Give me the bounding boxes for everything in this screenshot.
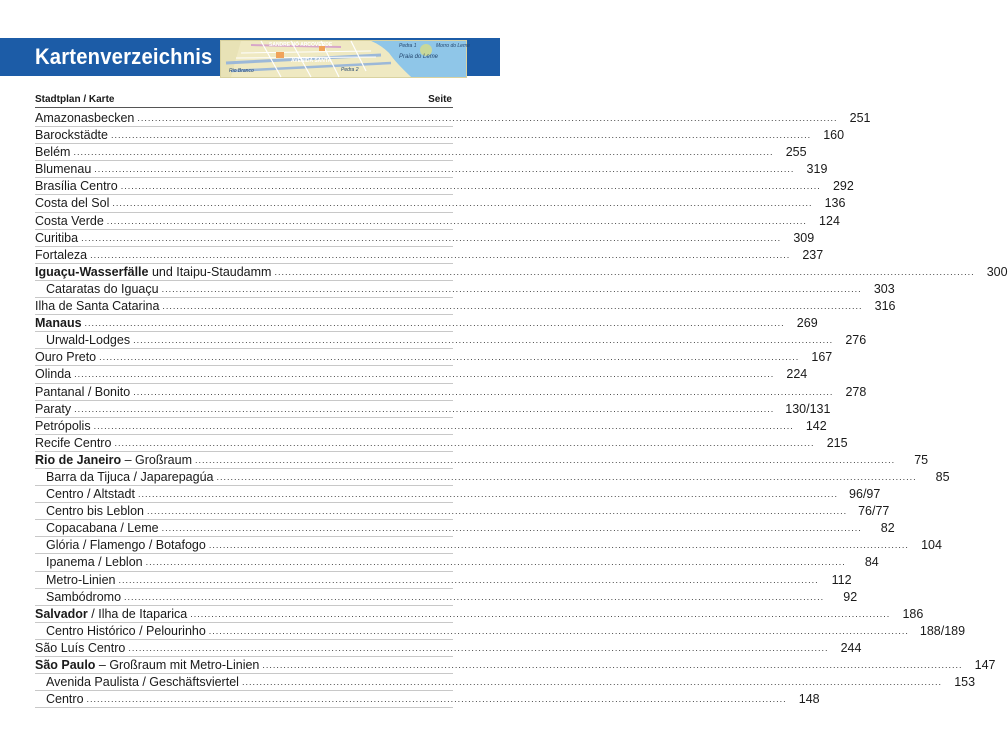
dot-leader: ........................................................................................................................................................................................................ (216, 471, 917, 482)
dot-leader: ........................................................................................................................................................................................................ (190, 608, 891, 619)
entry-title (35, 418, 91, 434)
entry-title (35, 401, 71, 417)
dot-leader: ........................................................................................................................................................................................................ (114, 437, 815, 448)
entry-page-number: 251 (849, 111, 871, 125)
index-entry (35, 195, 846, 212)
entry-title-text: Brasília Centro (35, 179, 118, 194)
entry-title (35, 589, 121, 605)
entry-title-text: Belém (35, 145, 71, 160)
entry-page-number: 96/97 (849, 487, 881, 502)
entry-title (35, 161, 91, 177)
entry-title-text: Recife Centro (35, 435, 112, 450)
entry-page-number: 136 (824, 196, 846, 211)
dot-leader: ........................................................................................................................................................................................................ (90, 249, 791, 260)
header-rule (35, 107, 453, 108)
dot-leader: ........................................................................................................................................................................................................ (137, 489, 839, 500)
dot-leader: ........................................................................................................................................................................................................ (162, 301, 863, 312)
map-label: SANDRE NÓ ARCOVERDE (269, 42, 333, 48)
entry-title-text: Barra da Tijuca / Japarepagúa (46, 469, 214, 484)
entry-title-text: – Großraum mit Metro-Linien (95, 658, 260, 672)
entry-title-text: Paraty (35, 401, 72, 416)
entry-page-number: 75 (914, 452, 929, 467)
dot-leader: ........................................................................................................................................................................................................ (262, 660, 963, 670)
index-entry (35, 452, 929, 469)
entry-title-text: – Großraum (121, 452, 192, 467)
entry-title-text: Urwald-Lodges (46, 333, 131, 348)
entry-page-number: 319 (806, 162, 828, 177)
entry-page-number: 215 (826, 435, 848, 450)
entry-title-text: Fortaleza (35, 247, 88, 262)
entry-title-text: / Ilha de Itaparica (87, 606, 188, 621)
dot-leader: ........................................................................................................................................................................................................ (120, 181, 821, 192)
index-entry (35, 298, 896, 315)
entry-page-number: 142 (805, 418, 827, 433)
map-label: Praia do Leme (399, 54, 439, 60)
entry-title (35, 572, 115, 588)
entry-title-bold: São Paulo (35, 658, 96, 672)
index-entry (35, 264, 1008, 281)
dot-leader: ........................................................................................................................................................................................................ (84, 318, 785, 329)
dot-leader: ........................................................................................................................................................................................................ (146, 506, 848, 517)
dot-leader: ........................................................................................................................................................................................................ (86, 694, 787, 705)
entry-page-number: 76/77 (858, 504, 890, 519)
dot-leader: ........................................................................................................................................................................................................ (128, 642, 829, 653)
map-label: Rio Branco (229, 68, 254, 74)
index-entry (35, 623, 966, 640)
entry-title-text: Blumenau (35, 162, 92, 177)
entry-title-text: Centro (46, 692, 84, 707)
entry-title (35, 606, 187, 622)
entry-title-text: Pantanal / Bonito (35, 384, 131, 399)
entry-title (35, 674, 239, 690)
page-title: Kartenverzeichnis (35, 44, 213, 69)
entry-title (35, 537, 206, 553)
entry-page-number: 124 (819, 213, 840, 228)
index-entry (35, 315, 818, 332)
index-entry (35, 537, 942, 554)
entry-page-number: 237 (802, 247, 824, 262)
column-header-map: Stadtplan / Karte (35, 94, 115, 105)
entry-title (35, 127, 108, 143)
map-label: AVENIDA SANTA (291, 58, 332, 64)
index-entry (35, 435, 848, 452)
entry-page-number: 82 (880, 521, 895, 536)
dot-leader: ........................................................................................................................................................................................................ (195, 454, 896, 465)
index-entry (35, 366, 808, 383)
dot-leader: ........................................................................................................................................................................................................ (73, 147, 774, 158)
entry-title (35, 247, 87, 263)
entry-page-number: 130/131 (785, 401, 831, 416)
index-entry (35, 554, 879, 571)
entry-page-number: 160 (823, 128, 845, 143)
index-entry (35, 418, 827, 435)
map-index-list (35, 110, 1008, 708)
entry-title-bold: Iguaçu-Wasserfälle (35, 264, 149, 279)
dot-leader: ........................................................................................................................................................................................................ (241, 677, 943, 688)
entry-title (35, 657, 259, 673)
dot-leader: ........................................................................................................................................................................................................ (208, 625, 909, 636)
dot-leader: ........................................................................................................................................................................................................ (133, 335, 834, 346)
dot-leader: ........................................................................................................................................................................................................ (99, 352, 800, 363)
entry-title-bold: Rio de Janeiro (35, 452, 122, 467)
map-label: Morro do Leme (436, 43, 470, 49)
index-entry (35, 349, 833, 366)
entry-title-text: Curitiba (35, 230, 79, 245)
dot-leader: ........................................................................................................................................................................................................ (133, 386, 834, 397)
entry-title (35, 230, 78, 246)
index-entry (35, 127, 845, 144)
index-entry (35, 144, 807, 161)
dot-leader: ........................................................................................................................................................................................................ (161, 283, 862, 294)
entry-title-bold: Manaus (35, 316, 82, 331)
dot-leader: ........................................................................................................................................................................................................ (74, 403, 775, 414)
entry-title (35, 349, 96, 365)
index-entry (35, 674, 976, 691)
index-entry (35, 606, 924, 623)
entry-title-text: Avenida Paulista / Geschäftsviertel (46, 675, 239, 690)
entry-title (35, 640, 125, 656)
entry-page-number: 147 (974, 658, 996, 672)
index-entry (35, 213, 840, 230)
index-entry (35, 332, 867, 349)
entry-page-number: 84 (864, 555, 879, 570)
index-entry (35, 469, 950, 486)
entry-title (35, 298, 159, 314)
entry-page-number: 148 (798, 692, 820, 707)
map-thumbnail (220, 40, 470, 78)
index-entry (35, 281, 895, 298)
dot-leader: ........................................................................................................................................................................................................ (74, 369, 775, 380)
entry-page-number: 104 (921, 538, 942, 553)
entry-page-number: 255 (785, 145, 807, 160)
index-entry (35, 230, 815, 247)
entry-page-number: 112 (831, 572, 852, 587)
entry-title (35, 195, 109, 211)
dot-leader: ........................................................................................................................................................................................................ (208, 540, 909, 551)
entry-title (35, 144, 70, 160)
entry-page-number: 167 (811, 350, 833, 365)
index-entry (35, 247, 824, 264)
index-entry (35, 520, 895, 537)
entry-title-text: Barockstädte (35, 128, 108, 143)
entry-title (35, 178, 118, 194)
entry-title (35, 452, 192, 468)
entry-title-text: Amazonasbecken (35, 111, 135, 125)
map-label: Pedra 1 (399, 43, 417, 49)
entry-page-number: 85 (935, 469, 950, 484)
index-entry (35, 161, 828, 178)
index-entry (35, 691, 820, 708)
dot-leader: ........................................................................................................................................................................................................ (118, 574, 819, 585)
dot-leader: ........................................................................................................................................................................................................ (137, 113, 838, 123)
entry-title (35, 503, 144, 519)
entry-title (35, 623, 206, 639)
dot-leader: ........................................................................................................................................................................................................ (274, 266, 975, 277)
entry-page-number: 300 (986, 264, 1008, 279)
index-entry (35, 486, 881, 503)
entry-title-text: Copacabana / Leme (46, 521, 159, 536)
entry-page-number: 188/189 (919, 623, 966, 638)
entry-page-number: 309 (793, 230, 815, 245)
dot-leader: ........................................................................................................................................................................................................ (124, 591, 825, 602)
entry-title-text: Petrópolis (35, 418, 91, 433)
entry-page-number: 224 (786, 367, 808, 382)
index-entry (35, 110, 871, 127)
entry-title-text: Sambódromo (46, 589, 122, 604)
entry-title-text: Ipanema / Leblon (46, 555, 143, 570)
column-header-page: Seite (428, 94, 452, 105)
entry-title-text: São Luís Centro (35, 640, 126, 655)
entry-title (35, 520, 159, 536)
index-entry (35, 401, 831, 418)
entry-title-text: Olinda (35, 367, 72, 382)
entry-title-text: Centro / Altstadt (46, 487, 135, 502)
entry-title-text: Costa Verde (35, 213, 104, 228)
dot-leader: ........................................................................................................................................................................................................ (106, 215, 807, 226)
entry-page-number: 292 (832, 179, 854, 194)
entry-title (35, 332, 130, 348)
entry-title (35, 366, 71, 382)
entry-title (35, 281, 159, 297)
index-entry (35, 503, 890, 520)
entry-title-text: Ouro Preto (35, 350, 97, 365)
entry-page-number: 316 (874, 299, 896, 314)
entry-title (35, 384, 130, 400)
entry-page-number: 269 (796, 316, 818, 331)
entry-title-text: Cataratas do Iguaçu (46, 281, 159, 296)
entry-title-text: Costa del Sol (35, 196, 110, 211)
dot-leader: ........................................................................................................................................................................................................ (110, 130, 812, 141)
map-label: Pedra 2 (341, 67, 359, 73)
entry-page-number: 92 (843, 589, 858, 604)
dot-leader: ........................................................................................................................................................................................................ (112, 198, 813, 209)
index-entry (35, 657, 996, 674)
entry-page-number: 244 (840, 640, 862, 655)
dot-leader: ........................................................................................................................................................................................................ (81, 232, 782, 243)
entry-title (35, 435, 111, 451)
index-entry (35, 640, 862, 657)
entry-title-bold: Salvador (35, 606, 88, 621)
entry-title (35, 486, 135, 502)
entry-page-number: 278 (845, 384, 867, 399)
entry-title-text: Centro bis Leblon (46, 504, 144, 519)
dot-leader: ........................................................................................................................................................................................................ (93, 420, 794, 431)
entry-title (35, 469, 213, 485)
index-entry (35, 384, 867, 401)
entry-title-text: Glória / Flamengo / Botafogo (46, 538, 206, 553)
entry-page-number: 153 (954, 675, 976, 690)
entry-title-text: und Itaipu-Staudamm (148, 264, 272, 279)
entry-title (35, 691, 84, 707)
dot-leader: ........................................................................................................................................................................................................ (145, 557, 846, 568)
index-entry (35, 178, 854, 195)
entry-title (35, 264, 271, 280)
index-entry (35, 589, 858, 606)
entry-page-number: 276 (845, 333, 867, 348)
entry-page-number: 303 (873, 281, 895, 296)
entry-title-text: Centro Histórico / Pelourinho (46, 623, 206, 638)
entry-title-text: Ilha de Santa Catarina (35, 299, 160, 314)
dot-leader: ........................................................................................................................................................................................................ (94, 164, 795, 175)
dot-leader: ........................................................................................................................................................................................................ (161, 523, 862, 534)
entry-title-text: Metro-Linien (46, 572, 116, 587)
index-entry (35, 572, 852, 589)
entry-title (35, 554, 143, 570)
entry-title (35, 110, 134, 126)
entry-page-number: 186 (902, 606, 924, 621)
entry-title (35, 213, 104, 229)
entry-title (35, 315, 82, 331)
